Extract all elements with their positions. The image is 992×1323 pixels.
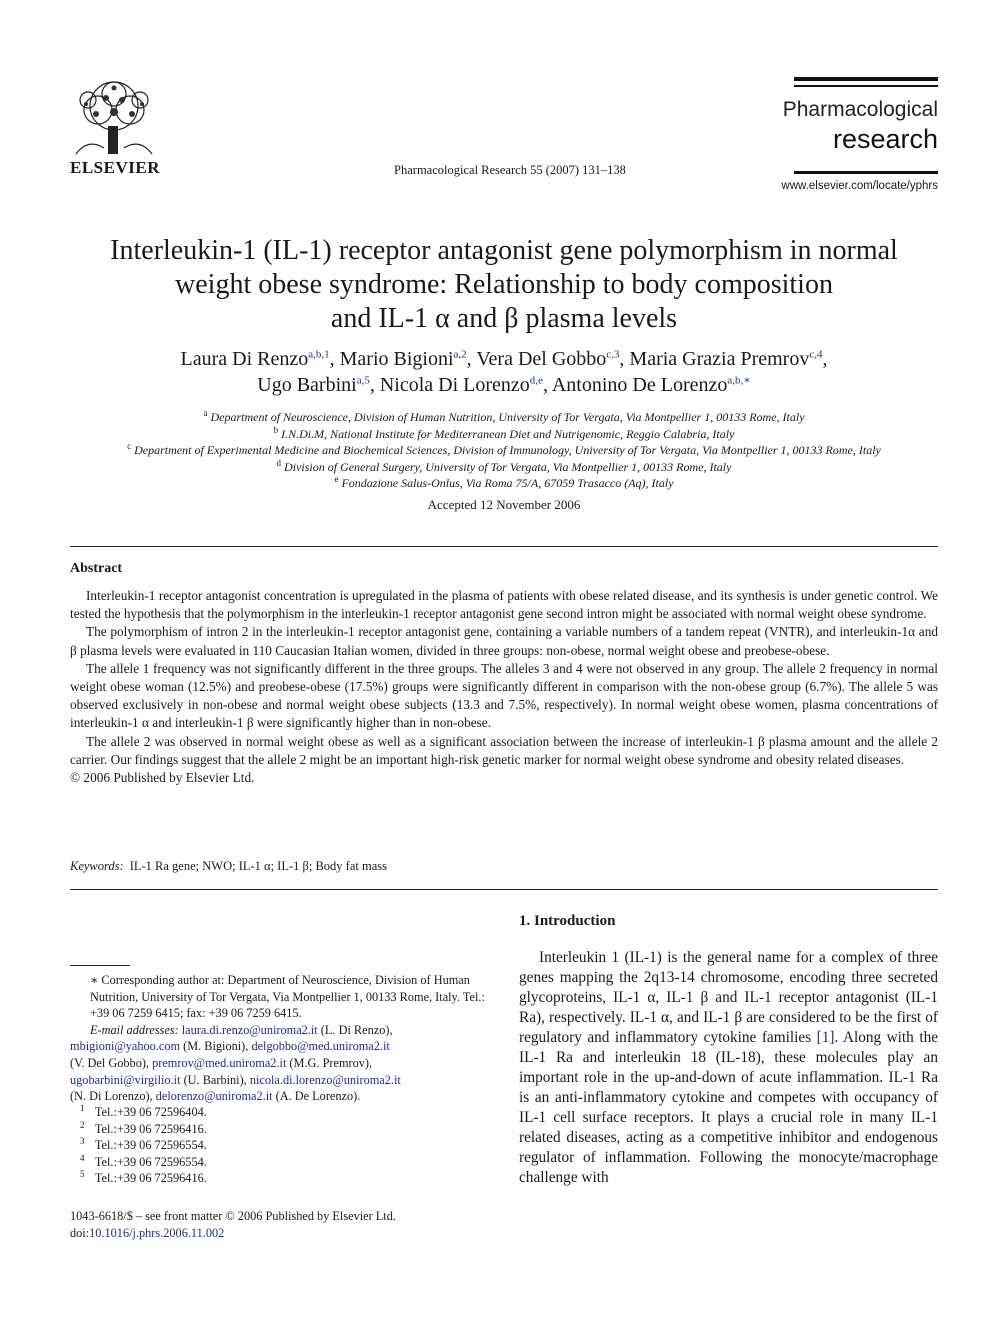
abstract-body [70, 587, 938, 787]
affiliation: $^d$ Division of General Surgery, University of Tor Vergata, Via Montpellier 1, 00133 Rome, Italy [276, 457, 732, 474]
author: Vera Del Gobbo$^{c,3}$, [476, 348, 630, 370]
copyright: © 2006 Published by Elsevier Ltd. [70, 770, 255, 786]
abstract-paragraph: The polymorphism of intron 2 in the interleukin-1 receptor antagonist gene, containing a variable numbers of a tandem repeat (VNTR), and interleukin-1α and β plasma levels were evaluated in 110 Caucasian Italian women, divided in three groups: non-obese, normal weight obese and preobese-obese. [70, 624, 938, 658]
affiliations [70, 409, 938, 492]
email-line: (V. Del Gobbo), premrov@med.uniroma2.it (M.G. Premrov), [70, 1055, 373, 1070]
front-matter [70, 1208, 490, 1241]
email-link[interactable]: premrov@med.uniroma2.it [152, 1055, 287, 1070]
journal-brand-line1: Pharmacological [782, 98, 938, 121]
abstract-heading: Abstract [70, 561, 123, 576]
section-heading: 1. Introduction [519, 913, 616, 929]
accepted-date: Accepted 12 November 2006 [427, 497, 581, 512]
email-link[interactable]: nicola.di.lorenzo@uniroma2.it [249, 1072, 401, 1087]
divider [70, 546, 938, 547]
email-link[interactable]: laura.di.renzo@uniroma2.it [181, 1022, 318, 1037]
email-addresses: E-mail addresses: laura.di.renzo@uniroma2.it (L. Di Renzo), [90, 1022, 393, 1037]
tel-footnote: $^5$ Tel.:+39 06 72596416. [80, 1169, 207, 1186]
email-link[interactable]: mbigioni@yahoo.com [70, 1039, 181, 1054]
email-link[interactable]: ugobarbini@virgilio.it [70, 1072, 181, 1087]
affiliation: $^c$ Department of Experimental Medicine and Biochemical Sciences, Division of Immunology, University of Tor Vergata, Via Montpellier 1, 00133 Rome, Italy [127, 441, 881, 458]
keywords [70, 859, 938, 874]
email-line: ugobarbini@virgilio.it (U. Barbini), nicola.di.lorenzo@uniroma2.it [70, 1072, 401, 1087]
abstract-paragraph: The allele 2 was observed in normal weight obese as well as a significant association between the increase of interleukin-1 β plasma amount and the allele 2 carrier. Our findings suggest that the allele 2 might be an important high-risk genetic marker for normal weight obese syndrome and obesity related diseases. [70, 733, 938, 767]
divider [70, 889, 938, 890]
reference-link[interactable]: [1] [816, 1029, 835, 1046]
author: Laura Di Renzo$^{a,b,1}$, [180, 348, 340, 370]
author: Mario Bigioni$^{a,2}$, [339, 348, 477, 370]
tel-footnote: $^1$ Tel.:+39 06 72596404. [80, 1102, 207, 1119]
email-link[interactable]: delorenzo@uniroma2.it [155, 1089, 273, 1104]
author-list [70, 346, 938, 398]
intro-text: Interleukin 1 (IL-1) is the general name for a complex of three genes mapping the 2q13-14 chromosome, encoding three secreted glycoproteins, IL-1 α, IL-1 β and IL-1 receptor antagonist (IL-1 Ra), respectively. IL-1 α, and IL-1 β are considered to be the first of regulatory and inflammatory cytokine families [519, 949, 938, 1046]
email-link[interactable]: delgobbo@med.uniroma2.it [251, 1039, 390, 1054]
author: Maria Grazia Premrov$^{c,4}$, [629, 348, 828, 370]
corresponding-author: ∗ Corresponding author at: Department of Neuroscience, Division of Human Nutrition, University of Tor Vergata, Via Montpellier 1, 00133 Rome, Italy. Tel.: +39 06 7259 6415; fax: +39 06 7259 6415. [90, 973, 485, 1021]
article-title [70, 234, 938, 336]
telephone-footnotes [70, 1104, 490, 1187]
email-line: (N. Di Lorenzo), delorenzo@uniroma2.it (A. De Lorenzo). [70, 1089, 361, 1104]
keywords-list: IL-1 Ra gene; NWO; IL-1 α; IL-1 β; Body fat mass [129, 859, 387, 873]
introduction-body [519, 948, 938, 1188]
keywords-label: Keywords: [70, 859, 124, 873]
journal-brand-line2: research [832, 124, 938, 154]
doi-line: doi:10.1016/j.phrs.2006.11.002 [70, 1225, 225, 1240]
intro-text: . Along with the IL-1 Ra and interleukin 18 (IL-18), these molecules play an important role in the up-and-down of acute inflammation. IL-1 Ra is an anti-inflammatory cytokine and competes with occupancy of IL-1 cell surface receptors. It plays a crucial role in many IL-1 related diseases, acting as a competitive inhibitor and endogenous regulator of inflammation. Following the monocyte/macrophage challenge with [519, 1029, 939, 1186]
affiliation: $^a$ Department of Neuroscience, Division of Human Nutrition, University of Tor Vergata, Via Montpellier 1, 00133 Rome, Italy [203, 408, 805, 424]
email-line: mbigioni@yahoo.com (M. Bigioni), delgobbo@med.uniroma2.it [70, 1039, 390, 1054]
affiliation: $^e$ Fondazione Salus-Onlus, Via Roma 75/A, 67059 Trasacco (Aq), Italy [334, 474, 674, 491]
affiliation: $^b$ I.N.Di.M, National Institute for Mediterranean Diet and Nutrigenomic, Reggio Calabria, Italy [273, 424, 735, 441]
author: Antonino De Lorenzo$^{a,b,∗}$ [551, 374, 751, 396]
journal-brand-bar [794, 171, 938, 174]
journal-url[interactable]: www.elsevier.com/locate/yphrs [781, 180, 938, 192]
author: Ugo Barbini$^{a,5}$, [257, 374, 380, 396]
elsevier-tree-logo [68, 78, 160, 156]
journal-brand-rules [794, 77, 938, 87]
title-line: and IL-1 α and β plasma levels [330, 303, 678, 334]
doi-link[interactable]: 10.1016/j.phrs.2006.11.002 [89, 1225, 225, 1240]
title-line: weight obese syndrome: Relationship to body composition [175, 269, 833, 300]
tel-footnote: $^4$ Tel.:+39 06 72596554. [80, 1152, 207, 1169]
tel-footnote: $^2$ Tel.:+39 06 72596416. [80, 1119, 207, 1136]
author: Nicola Di Lorenzo$^{d,e}$, [379, 374, 552, 396]
footnotes [70, 972, 490, 1105]
abstract-paragraph: Interleukin-1 receptor antagonist concentration is upregulated in the plasma of patients with obese related disease, and its synthesis is under genetic control. We tested the hypothesis that the polymorphism in the interleukin-1 receptor antagonist gene second intron might be associated with normal weight obese syndrome. [70, 588, 938, 622]
publisher-name: ELSEVIER [70, 158, 160, 177]
abstract-paragraph: The allele 1 frequency was not significantly different in the three groups. The alleles 3 and 4 were not observed in any group. The allele 2 frequency in normal weight obese woman (12.5%) and preobese-obese (17.5%) groups were significantly different in comparison with the non-obese group (6.7%). The allele 5 was observed exclusively in non-obese and normal weight obese subjects (13.3 and 7.5%, respectively). In normal weight obese women, plasma concentrations of interleukin-1 α and interleukin-1 β were significantly higher than in non-obese. [70, 660, 938, 731]
journal-citation: Pharmacological Research 55 (2007) 131–138 [394, 163, 626, 177]
footnote-rule [70, 965, 130, 966]
issn-line: 1043-6618/$ – see front matter © 2006 Published by Elsevier Ltd. [70, 1209, 396, 1223]
title-line: Interleukin-1 (IL-1) receptor antagonist gene polymorphism in normal [110, 235, 898, 266]
tel-footnote: $^3$ Tel.:+39 06 72596554. [80, 1136, 207, 1153]
